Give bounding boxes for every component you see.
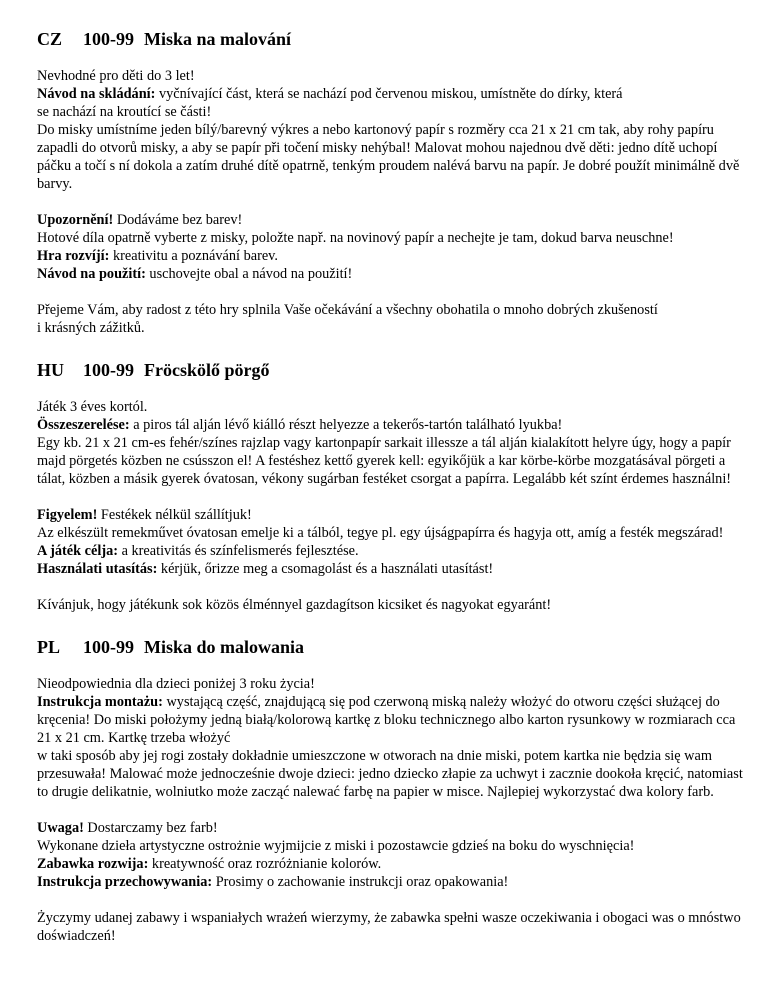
usage-paragraph: Egy kb. 21 x 21 cm-es fehér/színes rajzlap vagy kartonpapír sarkait illessze a tál alján kialakított helyre úgy, hogy a papír majd pörgetés közben ne csússzon el! A festéshez kettő gyerek kell: egyikőjük a kar körbe-körbe mozgatásával pörgeti a tálat, közben a másik gyerek óvatosan, vékony sugárban festéket csorgat a papírra. Legalább két színt érdemes használni! <box>37 435 732 487</box>
assembly-paragraph: Összeszerelése: a piros tál alján lévő kiálló részt helyezze a tekerős-tartón található lyukba! <box>37 417 563 433</box>
language-code: HU <box>37 360 64 380</box>
warning-paragraph: Uwaga! Dostarczamy bez farb! <box>37 820 218 836</box>
instructions-paragraph: Návod na použití: uschovejte obal a návod na použití! <box>37 266 353 282</box>
instructions-label: Návod na použití: <box>37 266 146 282</box>
finished-work-paragraph: Hotové díla opatrně vyberte z misky, položte např. na novinový papír a nechejte je tam, dokud barva neuschne! <box>37 230 674 246</box>
develops-label: Zabawka rozwija: <box>37 856 149 872</box>
develops-paragraph: Hra rozvíjí: kreativitu a poznávání barev. <box>37 248 278 264</box>
finished-work-paragraph: Wykonane dzieła artystyczne ostrożnie wyjmijcie z miski i pozostawcie gdzieś na boku do wyschnięcia! <box>37 838 635 854</box>
section-hu <box>37 359 744 614</box>
instructions-paragraph: Használati utasítás: kérjük, őrizze meg a csomagolást és a használati utasítást! <box>37 561 494 577</box>
closing-paragraph: Kívánjuk, hogy játékunk sok közös élménnyel gazdagítson kicsiket és nagyokat egyaránt! <box>37 597 552 613</box>
warning-label: Upozornění! <box>37 212 114 228</box>
age-warning: Játék 3 éves kortól. <box>37 399 148 415</box>
section-body-pl <box>37 675 744 945</box>
product-title: Miska na malování <box>144 29 292 49</box>
closing-paragraph: Přejeme Vám, aby radost z této hry splnila Vaše očekávání a všechny obohatila o mnoho dobrých zkušeností i krásných zážitků. <box>37 302 658 336</box>
develops-paragraph: Zabawka rozwija: kreatywność oraz rozróżnianie kolorów. <box>37 856 382 872</box>
warning-label: Figyelem! <box>37 507 98 523</box>
section-body-hu <box>37 398 744 614</box>
language-code: CZ <box>37 29 63 49</box>
section-heading-pl <box>37 636 744 658</box>
instructions-paragraph: Instrukcja przechowywania: Prosimy o zachowanie instrukcji oraz opakowania! <box>37 874 509 890</box>
product-title: Fröcskölő pörgő <box>144 360 270 380</box>
assembly-paragraph: Návod na skládání: vyčnívající část, která se nachází pod červenou miskou, umístněte do dírky, která se nachází na kroutící se části! <box>37 86 623 120</box>
section-cz <box>37 28 744 337</box>
warning-paragraph: Figyelem! Festékek nélkül szállítjuk! <box>37 507 252 523</box>
section-heading-cz <box>37 28 744 50</box>
section-pl <box>37 636 744 945</box>
develops-label: A játék célja: <box>37 543 118 559</box>
instructions-label: Használati utasítás: <box>37 561 158 577</box>
assembly-label: Összeszerelése: <box>37 417 130 433</box>
product-code: 100-99 <box>83 360 134 380</box>
product-title: Miska do malowania <box>144 637 305 657</box>
warning-label: Uwaga! <box>37 820 84 836</box>
section-body-cz <box>37 67 744 337</box>
usage-paragraph: Do misky umístníme jeden bílý/barevný výkres a nebo kartonový papír s rozměry cca 21 x 21 cm tak, aby rohy papíru zapadli do otvorů misky, a aby se papír při točení misky nehýbal! Malovat mohou najednou dvě děti: jedno dítě uchopí páčku a točí s ní dokola a zatím druhé dítě opatrně, tenkým proudem nalévá barvu na papír. Je dobré použít minimálně dvě barvy. <box>37 122 740 192</box>
product-code: 100-99 <box>83 637 134 657</box>
age-warning: Nevhodné pro děti do 3 let! <box>37 68 195 84</box>
instructions-label: Instrukcja przechowywania: <box>37 874 213 890</box>
assembly-label: Návod na skládání: <box>37 86 156 102</box>
language-code: PL <box>37 637 61 657</box>
usage-paragraph: w taki sposób aby jej rogi zostały dokładnie umieszczone w otworach na dnie miski, potem kartka nie będzia się wam przesuwała! Malować może jednocześnie dwoje dzieci: jedno dziecko złapie za uchwyt i zacznie dookoła kręcić, natomiast to drugie delikatnie, wolniutko może zacząć nalewać farbę na papier w misce. Najlepiej wykorzystać dwa kolory farb. <box>37 748 743 800</box>
develops-paragraph: A játék célja: a kreativitás és színfelismerés fejlesztése. <box>37 543 359 559</box>
develops-label: Hra rozvíjí: <box>37 248 110 264</box>
closing-paragraph: Życzymy udanej zabawy i wspaniałych wrażeń wierzymy, że zabawka spełni wasze oczekiwania i obogaci was o mnóstwo doświadczeń! <box>37 910 741 944</box>
finished-work-paragraph: Az elkészült remekművet óvatosan emelje ki a tálból, tegye pl. egy újságpapírra és hagyja ott, amíg a festék megszárad! <box>37 525 724 541</box>
assembly-label: Instrukcja montażu: <box>37 694 163 710</box>
section-heading-hu <box>37 359 744 381</box>
warning-paragraph: Upozornění! Dodáváme bez barev! <box>37 212 243 228</box>
assembly-paragraph: Instrukcja montażu: wystającą część, znajdującą się pod czerwoną miską należy włożyć do otworu części służącej do kręcenia! Do miski położymy jedną białą/kolorową kartkę z bloku technicznego albo karton rysunkowy w rozmiarach cca 21 x 21 cm. Kartkę trzeba włożyć <box>37 694 736 746</box>
age-warning: Nieodpowiednia dla dzieci poniżej 3 roku życia! <box>37 676 315 692</box>
product-code: 100-99 <box>83 29 134 49</box>
